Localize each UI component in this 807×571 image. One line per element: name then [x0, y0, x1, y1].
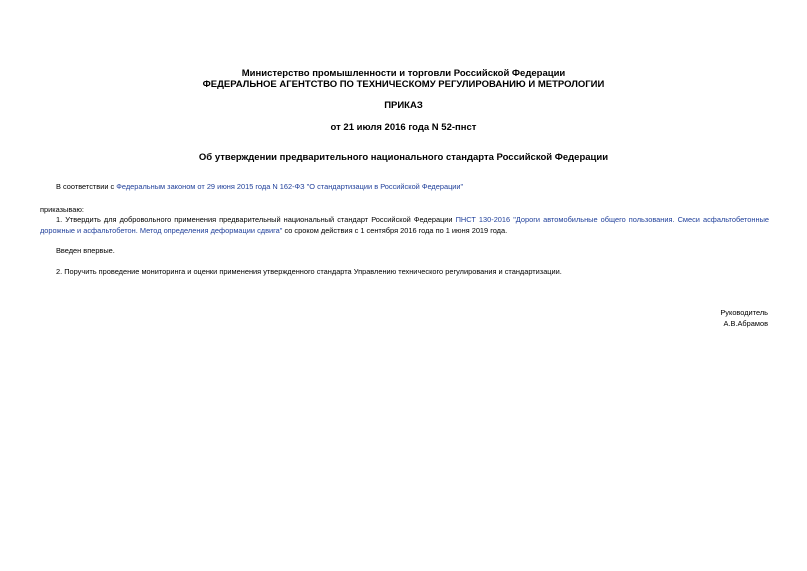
introduced-note: Введен впервые.: [56, 246, 115, 255]
doc-subject: Об утверждении предварительного национального стандарта Российской Федерации: [198, 152, 609, 163]
item-1-prefix: 1. Утвердить для добровольного применения предварительный национальный стандарт Российской Федерации: [56, 215, 456, 224]
item-2-paragraph: 2. Поручить проведение мониторинга и оценки применения утвержденного стандарта Управлению технического регулирования и стандартизации.: [56, 267, 562, 276]
ministry-title: Министерство промышленности и торговли Российской Федерации: [241, 68, 566, 79]
item-1-suffix: со сроком действия с 1 сентября 2016 года по 1 июня 2019 года.: [282, 226, 508, 235]
standard-link[interactable]: ПНСТ 130-2016 "Дороги автомобильные общего пользования. Смеси асфальтобетонные дорожные и асфальтобетон. Метод определения деформации сдвига": [40, 215, 769, 235]
intro-prefix: В соответствии с: [56, 182, 117, 191]
signature-position: Руководитель: [720, 308, 768, 317]
signature-name: А.В.Абрамов: [723, 319, 768, 328]
item-1-paragraph: [40, 214, 769, 236]
agency-title: ФЕДЕРАЛЬНОЕ АГЕНТСТВО ПО ТЕХНИЧЕСКОМУ РЕГУЛИРОВАНИЮ И МЕТРОЛОГИИ: [202, 79, 605, 90]
doc-type: ПРИКАЗ: [384, 100, 423, 111]
federal-law-link[interactable]: Федеральным законом от 29 июня 2015 года N 162-ФЗ "О стандартизации в Российской Федерации": [116, 182, 464, 191]
doc-date-number: от 21 июля 2016 года N 52-пнст: [330, 122, 477, 133]
intro-paragraph: [56, 181, 756, 192]
order-word: приказываю:: [40, 205, 84, 214]
